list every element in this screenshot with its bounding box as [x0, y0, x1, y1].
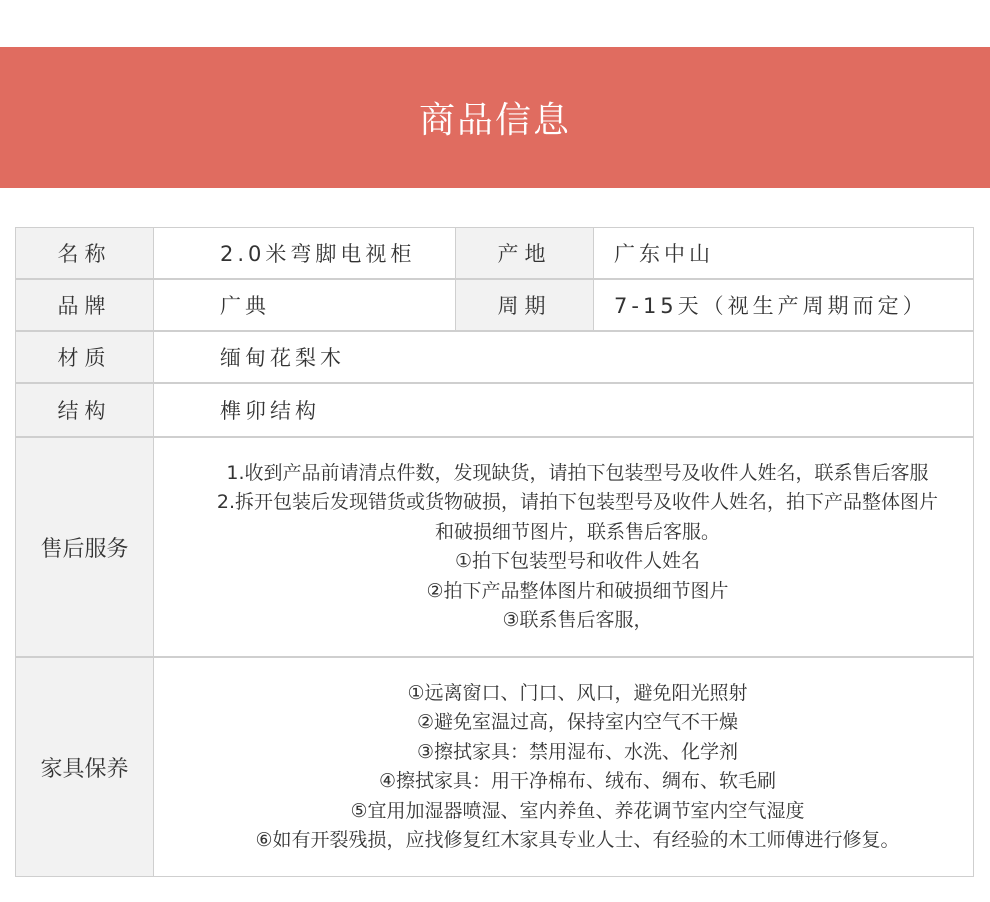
label-period: 周期: [456, 280, 594, 330]
table-row-name-origin: [16, 228, 973, 280]
value-period: 7-15天（视生产周期而定）: [614, 294, 928, 318]
care-content: [154, 658, 973, 876]
care-line: ①远离窗口、门口、风口，避免阳光照射: [407, 681, 748, 704]
label-structure: 结构: [16, 384, 154, 436]
label-brand: 品牌: [16, 280, 154, 330]
label-material: 材质: [16, 332, 154, 382]
label-name: 名称: [16, 228, 154, 278]
table-row-after-sales: [16, 438, 973, 658]
table-row-care: [16, 658, 973, 876]
after-sales-line: ①拍下包装型号和收件人姓名: [454, 550, 701, 572]
label-after-sales: 售后服务: [16, 438, 154, 656]
care-line: ⑥如有开裂残损，应找修复红木家具专业人士、有经验的木工师傅进行修复。: [255, 829, 900, 851]
table-row-structure: [16, 384, 973, 438]
care-line: ③擦拭家具：禁用湿布、水洗、化学剂: [416, 740, 739, 763]
table-row-brand-period: [16, 280, 973, 332]
label-origin: 产地: [456, 228, 594, 278]
value-material: 缅甸花梨木: [220, 346, 345, 370]
value-structure: 榫卯结构: [220, 399, 320, 423]
header-banner: [0, 47, 990, 188]
care-line: ④擦拭家具：用干净棉布、绒布、绸布、软毛刷: [378, 770, 777, 792]
table-row-material: [16, 332, 973, 384]
product-info-table: [15, 227, 974, 877]
page-title: 商品信息: [418, 100, 571, 141]
after-sales-line: 2.拆开包装后发现错货或货物破损，请拍下包装型号及收件人姓名，拍下产品整体图片: [216, 491, 939, 513]
label-care: 家具保养: [16, 658, 154, 876]
after-sales-line: ③联系售后客服，: [502, 609, 653, 631]
after-sales-line: ②拍下产品整体图片和破损细节图片: [426, 579, 729, 602]
value-brand: 广典: [154, 280, 456, 330]
value-origin: 广东中山: [614, 242, 714, 266]
value-name: 2.0米弯脚电视柜: [154, 228, 456, 278]
care-line: ⑤宜用加湿器喷湿、室内养鱼、养花调节室内空气湿度: [350, 799, 805, 822]
care-line: ②避免室温过高，保持室内空气不干燥: [416, 711, 739, 733]
after-sales-content: [154, 438, 973, 656]
after-sales-line: 1.收到产品前请清点件数，发现缺货，请拍下包装型号及收件人姓名，联系售后客服: [226, 461, 929, 484]
after-sales-line: 和破损细节图片，联系售后客服。: [434, 520, 720, 543]
